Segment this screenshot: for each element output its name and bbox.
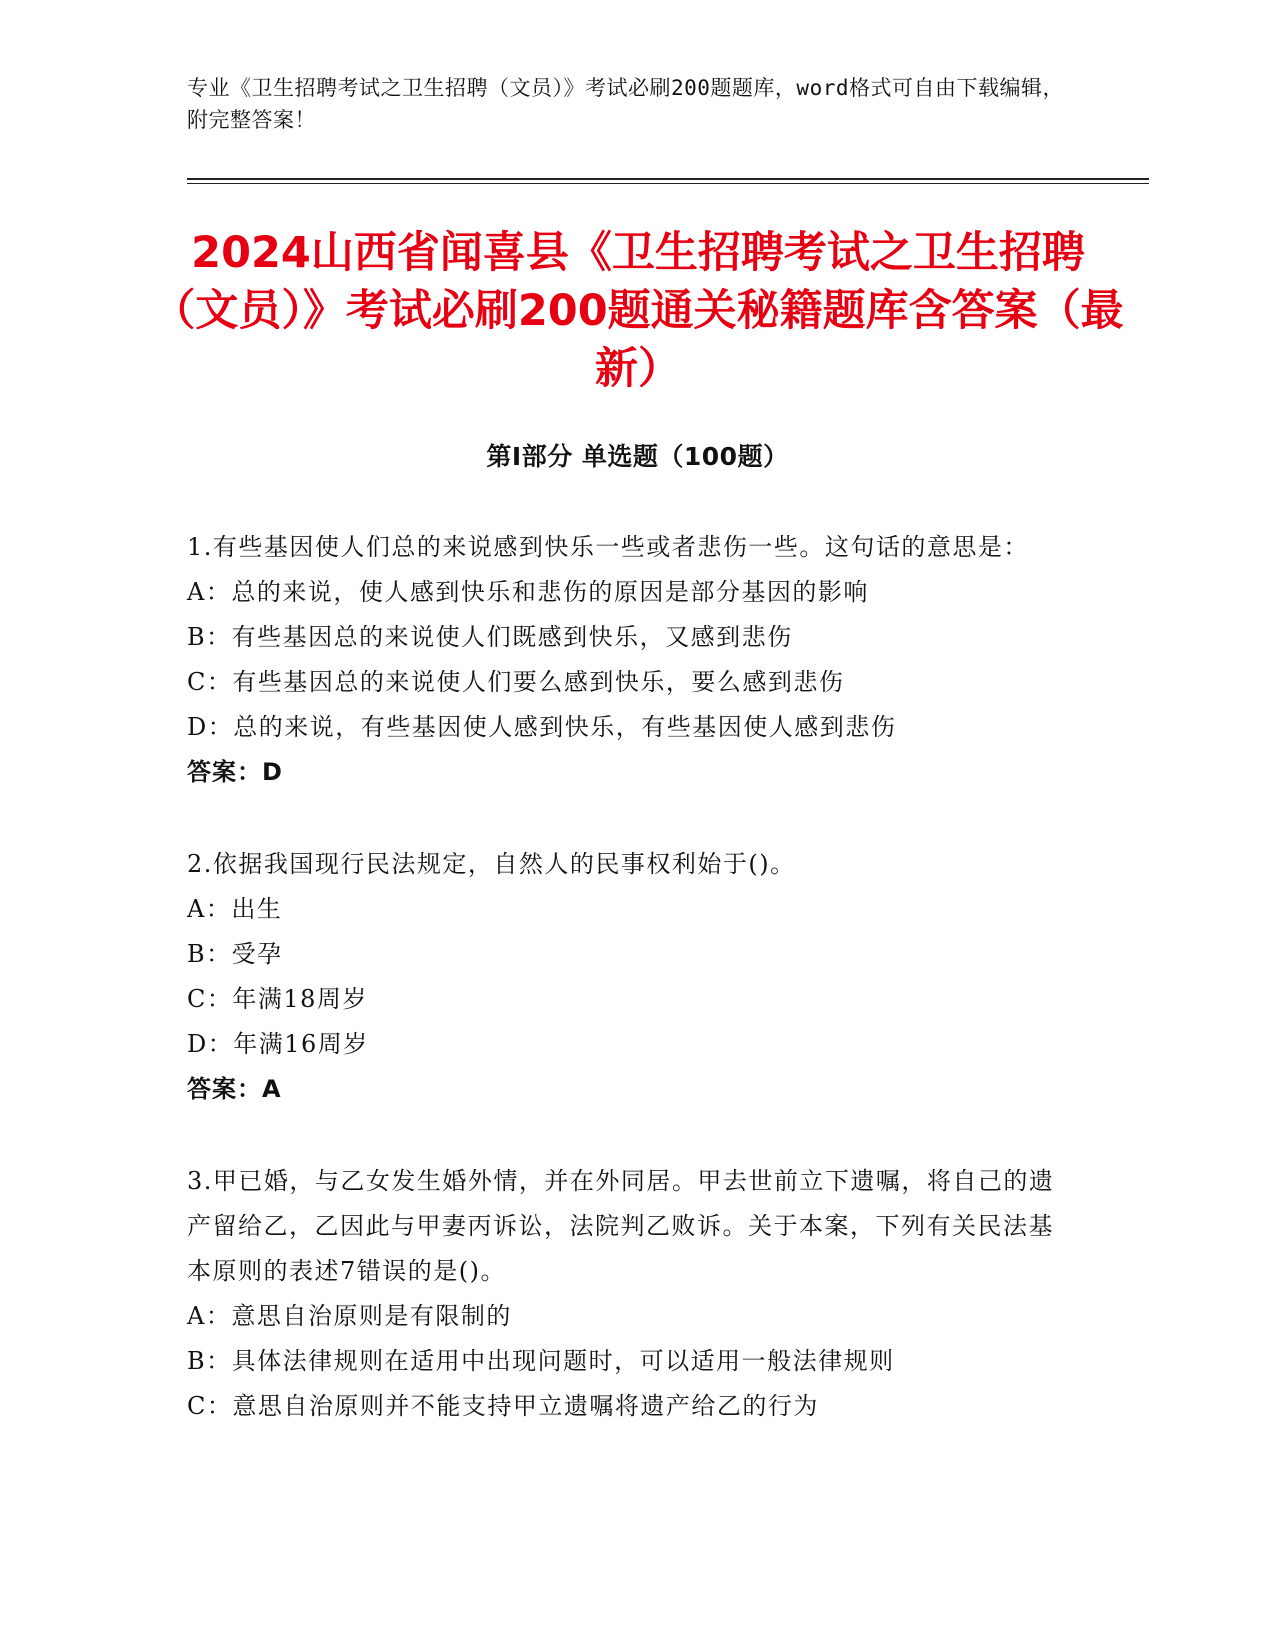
option-c: C：年满18周岁: [187, 985, 368, 1013]
question-stem: 2.依据我国现行民法规定，自然人的民事权利始于()。: [187, 850, 796, 878]
option-a: A：意思自治原则是有限制的: [187, 1302, 512, 1330]
option-d: D：总的来说，有些基因使人感到快乐，有些基因使人感到悲伤: [187, 713, 897, 741]
option-b: B：受孕: [187, 940, 283, 968]
section-title: 第Ⅰ部分 单选题（100题）: [486, 442, 789, 471]
option-b: B：有些基因总的来说使人们既感到快乐，又感到悲伤: [187, 623, 793, 651]
header-note: 专业《卫生招聘考试之卫生招聘（文员）》考试必刷200题题库，word格式可自由下载编辑，附完整答案！: [187, 76, 1064, 132]
option-d: D：年满16周岁: [187, 1030, 369, 1058]
header-divider-thin: [187, 183, 1149, 184]
question-stem: 3.甲已婚，与乙女发生婚外情，并在外同居。甲去世前立下遗嘱，将自己的遗产留给乙，乙因此与甲妻丙诉讼，法院判乙败诉。关于本案，下列有关民法基本原则的表述7错误的是()。: [187, 1167, 1055, 1285]
question-2: [187, 842, 1067, 1112]
document-title: 2024山西省闻喜县《卫生招聘考试之卫生招聘（文员）》考试必刷200题通关秘籍题库含答案（最新）: [152, 228, 1124, 394]
question-1: [187, 525, 1067, 795]
option-a: A：出生: [187, 895, 283, 923]
option-b: B：具体法律规则在适用中出现问题时，可以适用一般法律规则: [187, 1347, 895, 1375]
option-a: A：总的来说，使人感到快乐和悲伤的原因是部分基因的影响: [187, 578, 869, 606]
option-c: C：意思自治原则并不能支持甲立遗嘱将遗产给乙的行为: [187, 1392, 819, 1420]
header-divider: [187, 178, 1149, 180]
question-stem: 1.有些基因使人们总的来说感到快乐一些或者悲伤一些。这句话的意思是：: [187, 533, 1029, 561]
answer: 答案：A: [187, 1075, 282, 1103]
option-c: C：有些基因总的来说使人们要么感到快乐，要么感到悲伤: [187, 668, 845, 696]
answer: 答案：D: [187, 758, 283, 786]
question-list: [187, 525, 1067, 1476]
question-3: [187, 1159, 1067, 1429]
